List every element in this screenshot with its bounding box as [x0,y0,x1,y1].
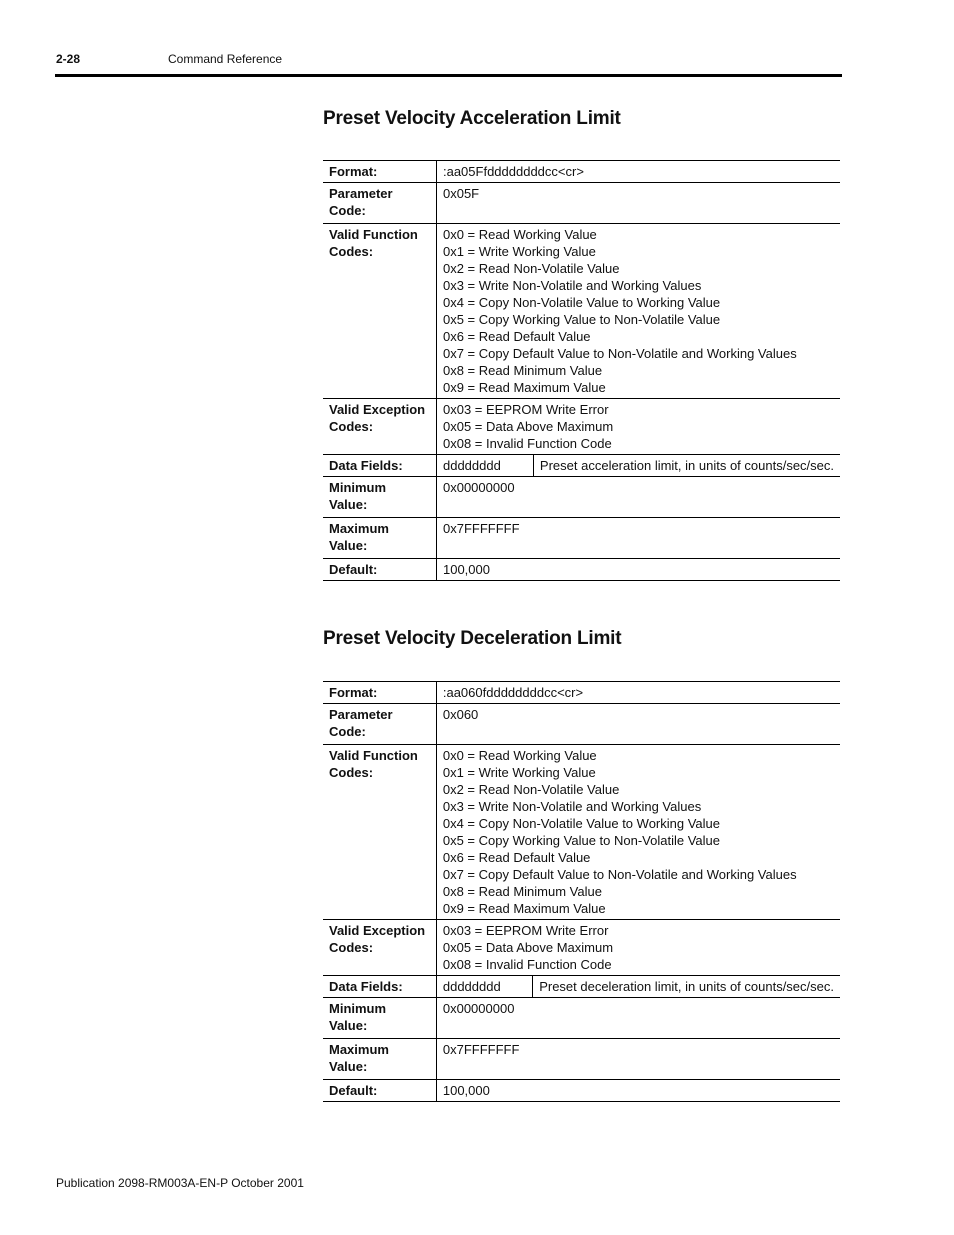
maximum-value-row [323,1039,840,1080]
function-code-item: 0x1 = Write Working Value [442,765,596,780]
function-code-item: 0x4 = Copy Non-Volatile Value to Working Value [442,295,721,310]
row-label [323,704,436,745]
valid-exception-codes-row [323,920,840,976]
row-label [323,559,436,581]
row-label [323,682,436,704]
valid-exception-codes-label: Codes: [329,419,374,434]
minimum-value-label: Value: [329,497,368,512]
function-code-item: 0x5 = Copy Working Value to Non-Volatile Value [442,312,721,327]
row-value [436,559,840,581]
row-label [323,455,436,477]
data-field-code-text: dddddddd [442,458,501,473]
valid-function-codes-label: Codes: [329,765,374,780]
minimum-value-row [323,477,840,518]
section-title-acceleration: Preset Velocity Acceleration Limit [323,108,621,129]
minimum-value-label: Minimum [329,1001,387,1016]
row-label [323,998,436,1039]
row-value [436,183,840,224]
running-header: Command Reference [168,52,283,66]
function-code-item: 0x8 = Read Minimum Value [442,363,603,378]
exception-code-item: 0x08 = Invalid Function Code [442,957,612,972]
parameter-code-row [323,183,840,224]
format-row [323,161,840,183]
function-code-item: 0x9 = Read Maximum Value [442,901,606,916]
row-label [323,477,436,518]
data-fields-label: Data Fields: [329,979,403,994]
maximum-value-label: Maximum [329,1042,389,1057]
maximum-value-label: Maximum [329,521,389,536]
publication-footer: Publication 2098-RM003A-EN-P October 2001 [56,1176,304,1190]
format-value: :aa060fddddddddcc<cr> [442,685,584,700]
minimum-value-label: Value: [329,1018,368,1033]
row-label [323,161,436,183]
valid-function-codes-row [323,745,840,920]
data-field-description-text: Preset deceleration limit, in units of counts/sec/sec. [539,979,834,994]
row-value [436,998,840,1039]
parameter-code-value: 0x060 [442,707,479,722]
exception-code-item: 0x08 = Invalid Function Code [442,436,612,451]
row-value [436,477,840,518]
data-fields-label: Data Fields: [329,458,403,473]
valid-exception-codes-label: Valid Exception [329,923,426,938]
data-field-description [533,976,840,998]
data-fields-row [323,455,840,477]
command-table-deceleration [323,681,840,1102]
maximum-value-label: Value: [329,1059,368,1074]
default-value: 100,000 [442,1083,490,1098]
function-code-item: 0x5 = Copy Working Value to Non-Volatile Value [442,833,720,848]
row-value [436,745,840,920]
function-code-item: 0x7 = Copy Default Value to Non-Volatile and Working Values [442,867,797,882]
default-row [323,1080,840,1102]
function-code-item: 0x2 = Read Non-Volatile Value [442,782,620,797]
valid-function-codes-label: Valid Function [329,227,418,242]
row-label [323,518,436,559]
valid-function-codes-row [323,224,840,399]
row-value [436,704,840,745]
row-value [436,682,840,704]
maximum-value-row [323,518,840,559]
row-value [436,399,840,455]
row-value [436,518,840,559]
row-value [436,224,840,399]
exception-code-item: 0x05 = Data Above Maximum [442,419,614,434]
valid-exception-codes-label: Valid Exception [329,402,426,417]
parameter-code-label: Parameter [329,186,393,201]
default-label: Default: [329,1083,378,1098]
row-label [323,745,436,920]
row-value [436,1080,840,1102]
row-label [323,224,436,399]
format-label: Format: [329,164,378,179]
row-label [323,1080,436,1102]
function-code-item: 0x9 = Read Maximum Value [442,380,606,395]
maximum-value-label: Value: [329,538,368,553]
row-value [436,161,840,183]
default-value: 100,000 [442,562,490,577]
row-label [323,920,436,976]
default-row [323,559,840,581]
valid-function-codes-label: Codes: [329,244,374,259]
minimum-value-label: Minimum [329,480,387,495]
header-rule [55,74,842,77]
data-field-description [533,455,840,477]
parameter-code-value: 0x05F [442,186,480,201]
valid-function-codes-label: Valid Function [329,748,418,763]
minimum-value: 0x00000000 [442,1001,515,1016]
row-label [323,976,436,998]
function-code-item: 0x6 = Read Default Value [442,329,591,344]
function-code-item: 0x0 = Read Working Value [442,227,597,242]
format-label: Format: [329,685,378,700]
function-code-item: 0x8 = Read Minimum Value [442,884,602,899]
row-value [436,1039,840,1080]
data-field-code-text: dddddddd [442,979,501,994]
page-number: 2-28 [56,52,81,66]
valid-exception-codes-label: Codes: [329,940,374,955]
parameter-code-row [323,704,840,745]
function-code-item: 0x0 = Read Working Value [442,748,597,763]
data-field-code [436,976,532,998]
row-label [323,183,436,224]
format-row [323,682,840,704]
data-field-code [436,455,533,477]
row-value [436,920,840,976]
exception-code-item: 0x05 = Data Above Maximum [442,940,614,955]
valid-exception-codes-row [323,399,840,455]
maximum-value: 0x7FFFFFFF [442,521,520,536]
default-label: Default: [329,562,378,577]
function-code-item: 0x3 = Write Non-Volatile and Working Values [442,278,702,293]
section-title-deceleration: Preset Velocity Deceleration Limit [323,628,622,649]
exception-code-item: 0x03 = EEPROM Write Error [442,402,609,417]
function-code-item: 0x3 = Write Non-Volatile and Working Values [442,799,702,814]
command-table-acceleration [323,160,840,581]
row-label [323,1039,436,1080]
data-field-description-text: Preset acceleration limit, in units of counts/sec/sec. [539,458,834,473]
function-code-item: 0x7 = Copy Default Value to Non-Volatile and Working Values [442,346,797,361]
exception-code-item: 0x03 = EEPROM Write Error [442,923,609,938]
function-code-item: 0x4 = Copy Non-Volatile Value to Working Value [442,816,720,831]
parameter-code-label: Parameter [329,707,393,722]
row-label [323,399,436,455]
parameter-code-label: Code: [329,724,366,739]
parameter-code-label: Code: [329,203,366,218]
function-code-item: 0x2 = Read Non-Volatile Value [442,261,620,276]
maximum-value: 0x7FFFFFFF [442,1042,520,1057]
function-code-item: 0x6 = Read Default Value [442,850,591,865]
minimum-value: 0x00000000 [442,480,515,495]
minimum-value-row [323,998,840,1039]
function-code-item: 0x1 = Write Working Value [442,244,596,259]
format-value: :aa05Ffddddddddcc<cr> [442,164,584,179]
data-fields-row [323,976,840,998]
